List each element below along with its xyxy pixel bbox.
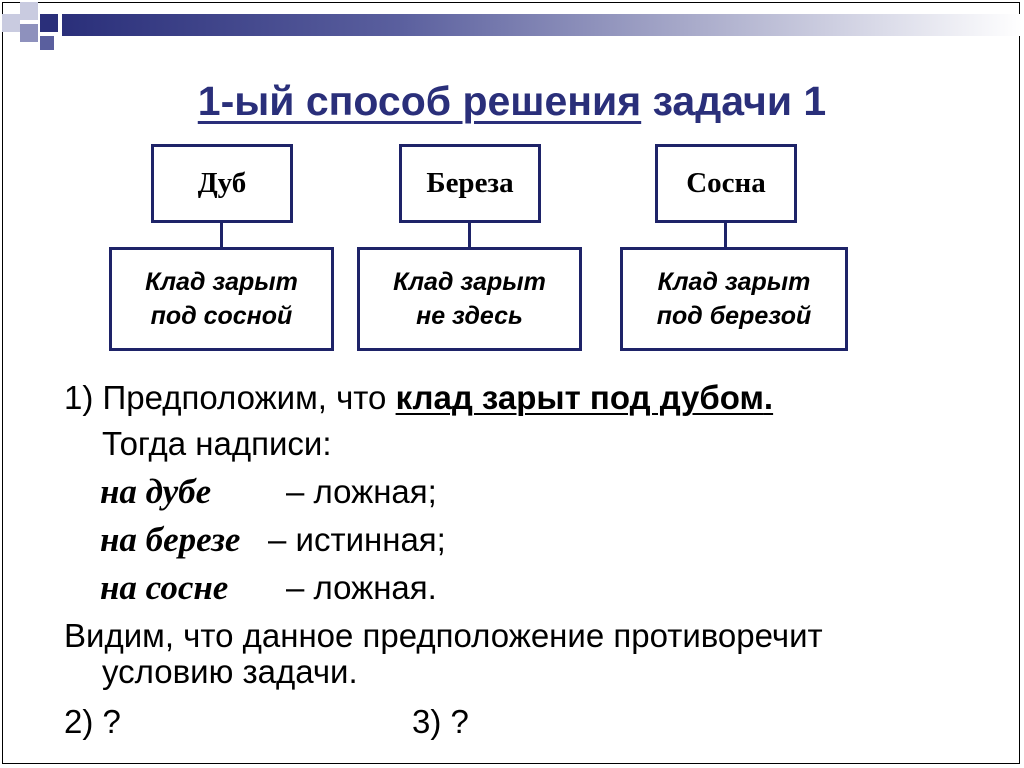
inscription-oak: [100, 472, 437, 512]
deco-square-5: [40, 36, 54, 50]
deco-square-3: [20, 24, 38, 42]
clue-box-oak: [109, 247, 334, 351]
connector-oak: [220, 223, 223, 248]
deco-square-1: [20, 2, 38, 20]
deco-square-2: [40, 14, 58, 32]
inscription-pine-where: на сосне: [100, 568, 229, 607]
connector-pine: [724, 223, 727, 248]
step1-line: [64, 378, 773, 418]
slide-title: [0, 78, 1024, 125]
step1-suffix: .: [763, 379, 774, 416]
clue-birch-line2: не здесь: [416, 302, 523, 330]
clue-birch-line1: Клад зарыт: [393, 268, 546, 296]
connector-birch: [468, 223, 471, 248]
conclusion-line2: условию задачи.: [102, 653, 358, 690]
clue-box-pine: [620, 247, 848, 351]
tree-name-oak: Дуб: [197, 167, 247, 199]
inscription-oak-where: на дубе: [100, 472, 212, 511]
inscription-oak-value: – ложная;: [286, 473, 437, 510]
conclusion-line1: Видим, что данное предположение противоречит: [64, 617, 823, 654]
clue-pine-line1: Клад зарыт: [657, 268, 811, 296]
tree-name-birch: Береза: [426, 167, 514, 199]
step3-line: 3) ?: [412, 703, 469, 740]
step1-assumption-text: клад зарыт под дубом: [395, 379, 764, 416]
tree-box-pine: [655, 144, 797, 223]
inscription-pine: [100, 568, 437, 608]
inscription-pine-value: – ложная.: [286, 569, 437, 606]
inscription-birch-where: на березе: [100, 520, 241, 559]
clue-oak-line1: Клад зарыт: [145, 268, 298, 296]
inscription-birch-value: – истинная;: [268, 521, 446, 558]
step1-prefix: 1) Предположим, что: [64, 379, 396, 416]
clue-oak-line2: под сосной: [150, 302, 293, 330]
tree-name-pine: Сосна: [686, 167, 766, 199]
clue-box-birch: [357, 247, 582, 351]
step2-line: 2) ?: [64, 703, 121, 740]
clue-pine-line2: под березой: [656, 302, 812, 330]
decorative-gradient-bar: [62, 14, 1022, 36]
tree-box-oak: [151, 144, 293, 223]
deco-square-4: [2, 14, 20, 32]
step1-assumption: [396, 379, 774, 416]
tree-box-birch: [399, 144, 541, 223]
then-line: Тогда надписи:: [102, 425, 332, 462]
inscription-birch: [100, 520, 446, 560]
title-rest: задачи 1: [641, 78, 827, 124]
title-underlined: 1-ый способ решения: [197, 78, 642, 124]
